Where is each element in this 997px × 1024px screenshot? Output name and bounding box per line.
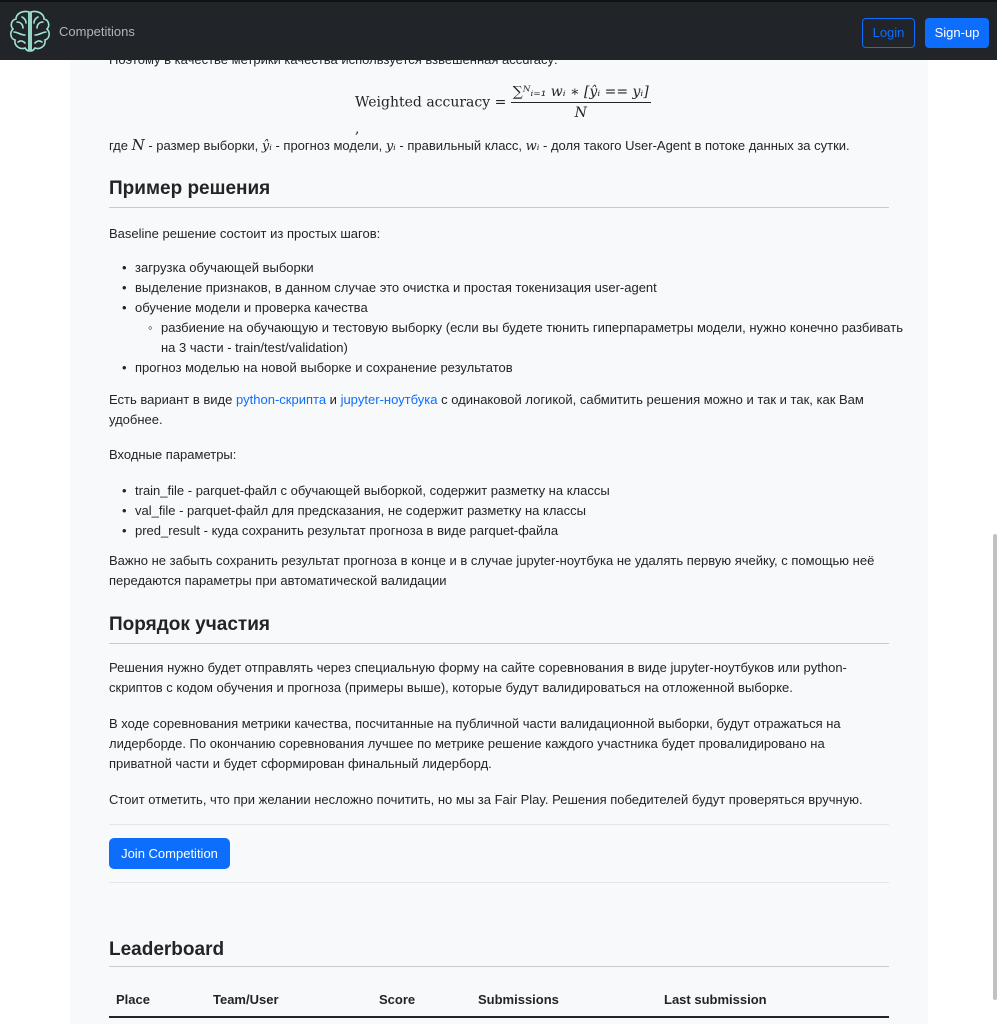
- variant-text: и: [326, 392, 341, 407]
- explain-text: где: [109, 138, 132, 153]
- column-header-submissions[interactable]: Submissions: [478, 992, 559, 1007]
- list-item: • val_file - parquet-файл для предсказания, не содержит разметку на классы: [135, 501, 915, 521]
- formula-denominator: N: [574, 105, 587, 121]
- explain-text: - доля такого User-Agent в потоке данных за сутки.: [539, 138, 850, 153]
- explain-text: - размер выборки,: [144, 138, 262, 153]
- top-navbar: [0, 0, 997, 60]
- baseline-steps-list: [109, 258, 915, 378]
- sub-list-item: ◦ разбиение на обучающую и тестовую выборку (если вы будете тюнить гиперпараметры модели, нужно конечно разбивать на 3 части - train/test/validation): [161, 318, 915, 358]
- join-competition-button[interactable]: Join Competition: [109, 838, 230, 869]
- math-yhat: ŷᵢ: [261, 139, 272, 154]
- variant-text: с одинаковой логикой, сабмитить решения можно и так и так, как Вам удобнее.: [109, 392, 864, 427]
- params-list: [109, 481, 915, 541]
- list-item: • выделение признаков, в данном случае это очистка и простая токенизация user-agent: [135, 278, 915, 298]
- formula-explanation: [109, 135, 889, 157]
- formula-fraction: [511, 84, 651, 121]
- order-paragraph-1: Решения нужно будет отправлять через специальную форму на сайте соревнования в виде jupyter-ноутбуков или python-скриптов с кодом обучения и прогноза (примеры выше), которые будут валидироваться на отложенной выборке.: [109, 660, 847, 695]
- brand-name[interactable]: Competitions: [59, 24, 135, 39]
- formula-trailing: ,: [355, 121, 360, 137]
- divider: [109, 824, 889, 825]
- signup-button[interactable]: Sign-up: [925, 18, 989, 48]
- brain-logo-icon[interactable]: [8, 8, 52, 54]
- login-button[interactable]: Login: [862, 18, 915, 48]
- order-paragraph-3: Стоит отметить, что при желании несложно почитить, но мы за Fair Play. Решения победителей будут проверяться вручную.: [109, 792, 863, 807]
- order-paragraph-2: В ходе соревнования метрики качества, посчитанные на публичной части валидационной выборки, будут отражаться на лидерборде. По окончанию соревнования лучшее по метрике решение каждого участника будет провалидировано на приватной части и будет сформирован финальный лидерборд.: [109, 716, 841, 771]
- column-header-team[interactable]: Team/User: [213, 992, 279, 1007]
- sub-list: [135, 318, 915, 358]
- leaderboard-table-header: [109, 984, 889, 1018]
- formula-numerator: ∑ᴺᵢ₌₁ wᵢ ∗ [ŷᵢ == yᵢ]: [511, 84, 651, 103]
- list-item: • pred_result - куда сохранить результат прогноза в виде parquet-файла: [135, 521, 915, 541]
- list-item: [135, 298, 915, 358]
- math-n: N: [131, 136, 145, 154]
- column-header-place[interactable]: Place: [116, 992, 150, 1007]
- divider: [109, 882, 889, 883]
- page-scrollbar[interactable]: [993, 534, 997, 1000]
- participation-order-heading: Порядок участия: [109, 613, 889, 644]
- math-w: wᵢ: [525, 139, 540, 154]
- explain-text: - правильный класс,: [395, 138, 526, 153]
- list-item: • загрузка обучающей выборки: [135, 258, 915, 278]
- column-header-score[interactable]: Score: [379, 992, 416, 1007]
- python-script-link[interactable]: python-скрипта: [235, 392, 327, 407]
- baseline-intro: Baseline решение состоит из простых шагов:: [109, 226, 381, 241]
- formula-lhs: Weighted accuracy =: [355, 94, 507, 111]
- explain-text: - прогноз модели,: [271, 138, 386, 153]
- important-note: Важно не забыть сохранить результат прогноза в конце и в случае jupyter-ноутбука не удалять первую ячейку, с помощью неё передаются параметры при автоматической валидации: [109, 553, 875, 588]
- math-y: yᵢ: [385, 139, 396, 154]
- list-item: • train_file - parquet-файл с обучающей выборкой, содержит разметку на классы: [135, 481, 915, 501]
- example-solution-heading: Пример решения: [109, 177, 889, 208]
- jupyter-notebook-link[interactable]: jupyter-ноутбука: [340, 392, 438, 407]
- variant-paragraph: [109, 390, 889, 430]
- params-intro: Входные параметры:: [109, 447, 237, 462]
- variant-text: Есть вариант в виде: [109, 392, 236, 407]
- weighted-accuracy-formula: [355, 84, 655, 137]
- column-header-last-submission[interactable]: Last submission: [664, 992, 767, 1007]
- list-item: • прогноз моделью на новой выборке и сохранение результатов: [135, 358, 915, 378]
- leaderboard-title: Leaderboard: [109, 938, 889, 967]
- list-item-text: обучение модели и проверка качества: [135, 300, 368, 315]
